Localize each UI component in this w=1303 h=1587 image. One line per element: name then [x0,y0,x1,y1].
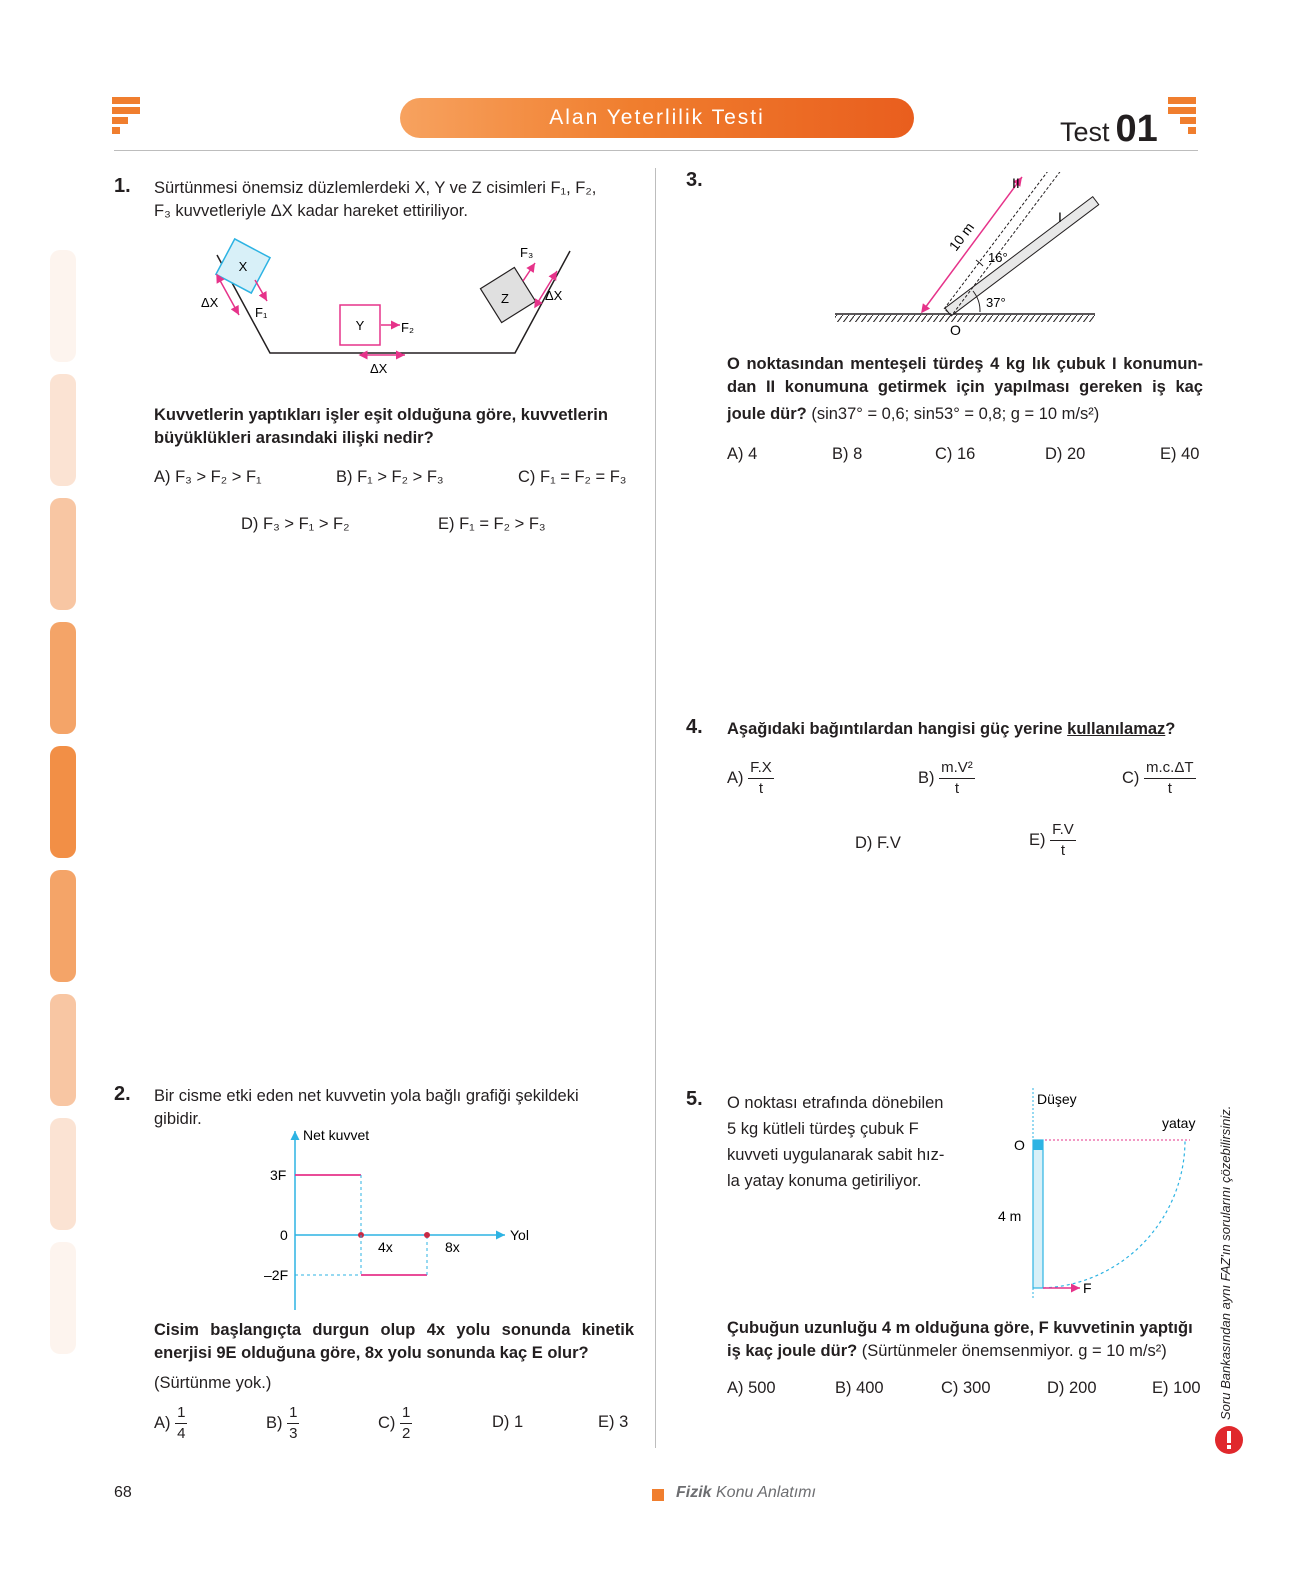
q2-option-a-den: 4 [177,1425,186,1442]
column-divider [655,168,656,1448]
q2-option-b-fraction [287,1403,299,1444]
side-tab [50,1242,76,1354]
brand-logo-left-icon [112,97,142,137]
q1-text-line1: Sürtünmesi önemsiz düzlemlerdeki X, Y ve Z cisimleri F₁, F₂, [154,179,597,197]
q4-number: 4. [686,716,703,738]
q5-option-d[interactable]: D) 200 [1047,1379,1097,1397]
q5-vertical-label: Düşey [1037,1091,1077,1107]
q2-text-line2: gibidir. [154,1110,202,1128]
q2-xtick-4x: 4x [378,1239,393,1255]
q1-question-line2: büyüklükleri arasındaki ilişki nedir? [154,429,434,447]
q4-option-e-num: F.V [1050,820,1076,841]
q5-option-a[interactable]: A) 500 [727,1379,776,1397]
q4-option-b-prefix: B) [918,768,935,787]
page-number: 68 [114,1484,132,1501]
side-tab [50,250,76,362]
footer-square-icon [652,1489,664,1501]
q1-dx-left: ΔX [201,295,219,310]
q2-option-d-text: 1 [514,1413,524,1431]
q4-option-c[interactable] [1122,758,1196,799]
q4-option-e-den: t [1060,842,1066,859]
q3-pos2-label: II [1012,175,1020,191]
test-label [1060,108,1158,151]
q3-option-a[interactable]: A) 4 [727,445,758,463]
q2-option-a-num: 1 [175,1403,187,1424]
q4-option-d-prefix: D) [855,834,873,852]
q5-horizontal-label: yatay [1162,1115,1196,1131]
q2-option-b-den: 3 [289,1425,298,1442]
q5-question-line1: Çubuğun uzunluğu 4 m olduğuna göre, F kuvvetinin yaptığı [727,1319,1193,1337]
q2-option-c-den: 2 [402,1425,411,1442]
q2-option-a-fraction [175,1403,187,1444]
q5-text-line4: la yatay konuma getiriliyor. [727,1172,922,1190]
q4-option-a[interactable] [727,758,774,799]
q2-ytick-3f: 3F [270,1167,287,1183]
q2-option-d-prefix: D) [492,1413,510,1431]
q3-angle-16: 16° [988,250,1008,265]
footer-book [676,1484,816,1502]
test-number: 01 [1115,108,1158,150]
q1-option-b[interactable]: B) F₁ > F₂ > F₃ [336,468,444,486]
q4-text [727,718,1175,741]
q1-dx-bottom: ΔX [370,361,388,376]
q3-option-c[interactable]: C) 16 [935,445,976,463]
q2-note: (Sürtünme yok.) [154,1374,272,1392]
q4-option-b-fraction [939,758,975,799]
q2-xtick-8x: 8x [445,1239,460,1255]
q1-z-label: Z [501,291,509,306]
q2-number: 2. [114,1083,131,1105]
q2-option-d[interactable] [492,1413,523,1432]
q3-text-line3-bold: joule dür? [727,405,807,423]
q3-angle-37: 37° [986,295,1006,310]
q2-option-e-prefix: E) [598,1413,615,1431]
q1-option-e[interactable]: E) F₁ = F₂ > F₃ [438,515,546,533]
q3-length-label: 10 m [945,219,978,254]
q5-text-line3: kuvveti uygulanarak sabit hız- [727,1146,945,1164]
q1-f1-label: F₁ [255,305,268,320]
q1-x-label: X [238,259,248,274]
side-note [1218,1040,1238,1420]
q1-dx-right: ΔX [545,288,563,303]
footer-book-bold: Fizik [676,1484,712,1501]
q1-y-label: Y [355,318,365,333]
q5-pivot-label: O [1014,1137,1025,1153]
q4-option-c-fraction [1144,758,1196,799]
q1-text [154,177,634,223]
q2-xlabel: Yol [510,1227,529,1243]
q2-option-c-fraction [400,1403,412,1444]
q4-option-a-num: F.X [748,758,774,779]
exclamation-icon [1214,1425,1244,1455]
q2-option-b[interactable] [266,1403,299,1444]
q5-text-line1: O noktası etrafında dönebilen [727,1094,944,1112]
q2-question-line2: enerjisi 9E olduğuna göre, 8x yolu sonunda kaç E olur? [154,1344,589,1362]
q2-option-c[interactable] [378,1403,412,1444]
q3-text-line1: O noktasından menteşeli türdeş 4 kg lık çubuk I konumun- [727,355,1203,373]
side-note-text: Soru Bankasından aynı FAZ'ın sorularını çözebilirsiniz. [1218,1105,1233,1420]
q4-option-c-den: t [1167,780,1172,797]
q3-figure [830,172,1100,342]
q4-text-after: ? [1165,720,1176,738]
q5-number: 5. [686,1088,703,1110]
q1-option-a[interactable]: A) F₃ > F₂ > F₁ [154,468,262,486]
side-tab [50,746,76,858]
q1-number: 1. [114,175,131,197]
q4-option-e-prefix: E) [1029,830,1046,849]
q3-pivot-label: O [950,322,961,338]
q4-option-c-prefix: C) [1122,768,1140,787]
q3-option-e[interactable]: E) 40 [1160,445,1200,463]
q4-option-a-den: t [758,780,764,797]
q2-text-line1: Bir cisme etki eden net kuvvetin yola bağlı grafiği şekildeki [154,1087,579,1105]
q4-option-c-num: m.c.ΔT [1144,758,1196,779]
q4-option-b-num: m.V² [939,758,975,779]
q4-option-d-text: F.V [877,834,901,852]
q3-option-d[interactable]: D) 20 [1045,445,1086,463]
q4-option-a-prefix: A) [727,768,744,787]
q5-figure [990,1088,1205,1308]
q2-ytick-0: 0 [280,1227,288,1243]
q3-option-b[interactable]: B) 8 [832,445,863,463]
q1-option-c[interactable]: C) F₁ = F₂ = F₃ [518,468,627,486]
q4-option-a-fraction [748,758,774,799]
q4-text-underlined: kullanılamaz [1067,720,1166,738]
q5-question-line2-rest: (Sürtünmeler önemsenmiyor. g = 10 m/s²) [857,1342,1167,1360]
q4-option-e[interactable] [1029,820,1076,861]
footer-book-rest: Konu Anlatımı [711,1484,816,1501]
q2-option-c-prefix: C) [378,1413,396,1432]
q1-option-d[interactable]: D) F₃ > F₁ > F₂ [241,515,350,533]
header-title: Alan Yeterlilik Testi [400,98,914,138]
q3-text [727,353,1203,426]
side-tab [50,622,76,734]
q2-option-b-prefix: B) [266,1413,283,1432]
q1-text-line2: F₃ kuvvetleriyle ΔX kadar hareket ettiriliyor. [154,202,468,220]
q5-option-c[interactable]: C) 300 [941,1379,991,1397]
q1-f2-label: F₂ [401,320,414,335]
q2-question [154,1319,634,1365]
q4-option-b-den: t [954,780,960,797]
q2-option-c-num: 1 [400,1403,412,1424]
q3-number: 3. [686,169,703,191]
side-tab [50,374,76,486]
q4-option-b[interactable] [918,758,975,799]
side-tab [50,498,76,610]
q2-option-a[interactable] [154,1403,187,1444]
q4-text-before: Aşağıdaki bağıntılardan hangisi güç yerine [727,720,1068,738]
q3-text-line2: dan II konumuna getirmek için yapılması gereken iş kaç [727,378,1203,396]
q1-question-line1: Kuvvetlerin yaptıkları işler eşit olduğuna göre, kuvvetlerin [154,406,608,424]
q2-chart [250,1125,550,1315]
q2-point-2 [424,1232,430,1238]
side-tab [50,870,76,982]
q1-f3-label: F₃ [520,245,534,260]
q2-ylabel: Net kuvvet [303,1127,370,1143]
q5-text-line2: 5 kg kütleli türdeş çubuk F [727,1120,919,1138]
test-word: Test [1060,117,1110,147]
side-tab [50,1118,76,1230]
header-divider [114,150,1198,151]
q2-ytick-minus2f: –2F [264,1267,289,1283]
q5-option-b[interactable]: B) 400 [835,1379,884,1397]
q4-option-d[interactable] [855,834,901,853]
q5-question [727,1317,1203,1363]
q5-length-label: 4 m [998,1208,1022,1224]
q5-option-e[interactable]: E) 100 [1152,1379,1201,1397]
q1-question [154,404,634,450]
q2-question-line1: Cisim başlangıçta durgun olup 4x yolu sonunda kinetik [154,1321,634,1339]
q5-text [727,1090,972,1194]
q1-figure [195,235,590,385]
q2-option-e-text: 3 [619,1413,629,1431]
q5-force-label: F [1083,1280,1092,1296]
side-tab [50,994,76,1106]
q2-option-b-num: 1 [287,1403,299,1424]
q3-text-line3-rest: (sin37° = 0,6; sin53° = 0,8; g = 10 m/s²) [806,405,1100,423]
q2-option-a-prefix: A) [154,1413,171,1432]
brand-logo-right-icon [1168,97,1198,137]
q5-question-line2-bold: iş kaç joule dür? [727,1342,858,1360]
q2-option-e[interactable] [598,1413,628,1432]
q3-pos1-label: I [1058,209,1062,225]
q4-option-e-fraction [1050,820,1076,861]
